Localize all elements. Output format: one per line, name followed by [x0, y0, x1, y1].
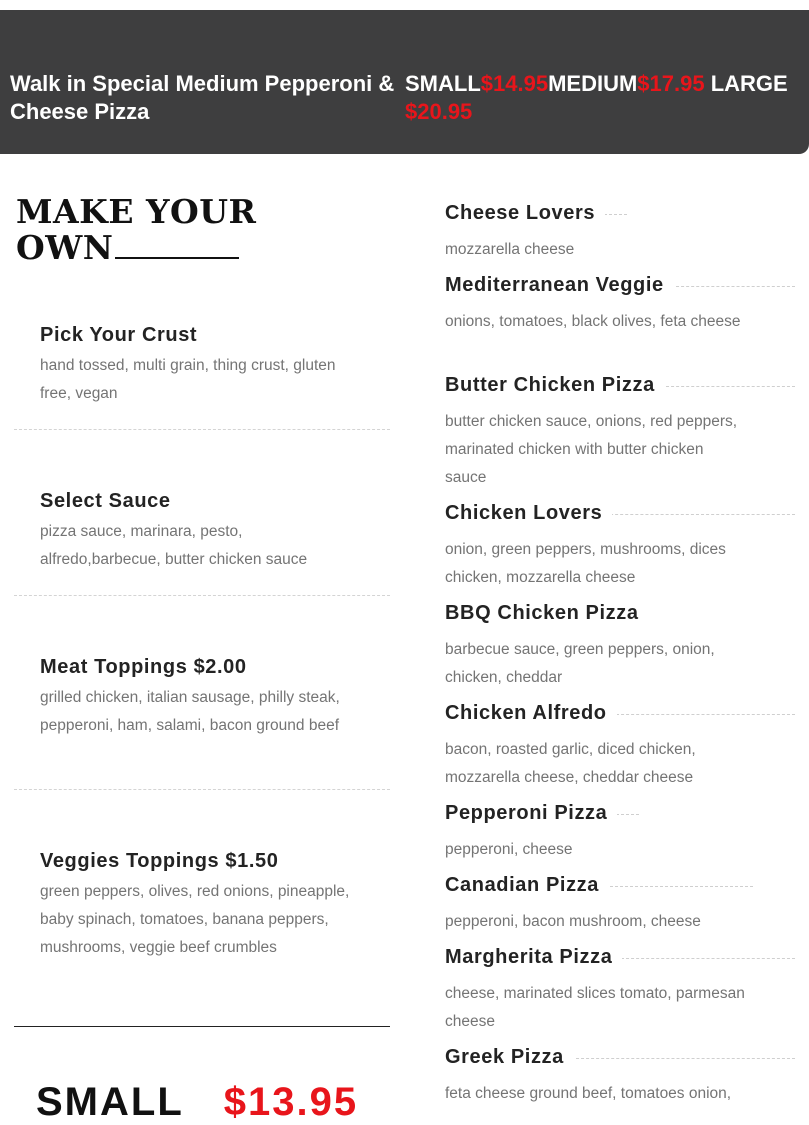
- step-desc: green peppers, olives, red onions, pineapple, baby spinach, tomatoes, banana peppers, mushrooms, veggie beef crumbles: [40, 883, 350, 956]
- special-banner: [0, 10, 809, 154]
- pizza-desc: onions, tomatoes, black olives, feta cheese: [445, 313, 741, 330]
- step-desc: grilled chicken, italian sausage, philly steak, pepperoni, ham, salami, bacon ground beef: [40, 689, 340, 734]
- medium-label: MEDIUM: [548, 71, 638, 96]
- pizza-desc: cheese, marinated slices tomato, parmesan cheese: [445, 985, 745, 1030]
- pizza-name: Chicken Lovers: [445, 502, 612, 524]
- pizza-name: Chicken Alfredo: [445, 702, 617, 724]
- pizza-name: Pepperoni Pizza: [445, 802, 617, 824]
- title-underline: [115, 233, 239, 259]
- small-price: $14.95: [480, 71, 549, 96]
- pizza-name: BBQ Chicken Pizza: [445, 602, 649, 624]
- step-title: Meat Toppings $2.00: [40, 656, 247, 678]
- pizza-name: Cheese Lovers: [445, 202, 605, 224]
- medium-price: $17.95: [637, 71, 705, 96]
- small-label: SMALL: [405, 71, 481, 96]
- pizza-name: Margherita Pizza: [445, 946, 622, 968]
- pizza-name: Canadian Pizza: [445, 874, 609, 896]
- step-title: Select Sauce: [40, 490, 171, 512]
- special-prices: [405, 70, 800, 126]
- pizza-desc: mozzarella cheese: [445, 241, 575, 258]
- pizza-desc: onion, green peppers, mushrooms, dices chicken, mozzarella cheese: [445, 541, 726, 586]
- dotted-leader: [611, 714, 795, 715]
- dotted-leader: [571, 1058, 795, 1059]
- pizza-item: [445, 702, 795, 792]
- make-your-own-title: [16, 194, 390, 266]
- step-desc: hand tossed, multi grain, thing crust, gluten free, vegan: [40, 357, 336, 402]
- step-desc: pizza sauce, marinara, pesto, alfredo,barbecue, butter chicken sauce: [40, 523, 308, 568]
- pizza-item: [445, 602, 795, 692]
- pizza-name: Greek Pizza: [445, 1046, 574, 1068]
- step-meat-toppings: [14, 652, 390, 790]
- footer-size: SMALL: [36, 1080, 184, 1124]
- pizza-item: [445, 202, 795, 264]
- pizza-desc: barbecue sauce, green peppers, onion, chicken, cheddar: [445, 641, 715, 686]
- pizza-name: Butter Chicken Pizza: [445, 374, 665, 396]
- step-title: Pick Your Crust: [40, 324, 198, 346]
- pizza-item: [445, 502, 795, 592]
- dotted-leader: [605, 886, 753, 887]
- title-line-2: OWN: [16, 228, 114, 267]
- special-title: Walk in Special Medium Pepperoni & Cheese Pizza: [10, 71, 395, 124]
- pizza-item: [445, 874, 795, 936]
- small-price-footer: [36, 1080, 358, 1125]
- step-title: Veggies Toppings $1.50: [40, 850, 279, 872]
- pizza-desc: bacon, roasted garlic, diced chicken, mozzarella cheese, cheddar cheese: [445, 741, 696, 786]
- pizza-desc: pepperoni, bacon mushroom, cheese: [445, 913, 701, 930]
- dotted-leader: [671, 286, 795, 287]
- pizza-desc: feta cheese ground beef, tomatoes onion,: [445, 1085, 732, 1102]
- step-crust: [14, 320, 390, 430]
- pizza-item: [445, 1046, 795, 1108]
- step-sauce: [14, 486, 390, 596]
- pizza-desc: pepperoni, cheese: [445, 841, 573, 858]
- dotted-leader: [621, 958, 795, 959]
- pizza-item: [445, 274, 795, 336]
- pizza-item: [445, 374, 795, 492]
- dotted-leader: [605, 514, 795, 515]
- large-price: $20.95: [405, 99, 473, 124]
- footer-price: $13.95: [223, 1080, 359, 1124]
- title-line-1: MAKE YOUR: [16, 192, 257, 231]
- step-veggie-toppings: [14, 846, 390, 1027]
- make-your-own-section: [14, 194, 390, 266]
- pizza-item: [445, 802, 795, 864]
- pizza-item: [445, 946, 795, 1036]
- large-label: LARGE: [710, 71, 788, 96]
- dotted-leader: [661, 386, 795, 387]
- pizza-name: Mediterranean Veggie: [445, 274, 674, 296]
- pizza-desc: butter chicken sauce, onions, red peppers, marinated chicken with butter chicken sauce: [445, 413, 738, 486]
